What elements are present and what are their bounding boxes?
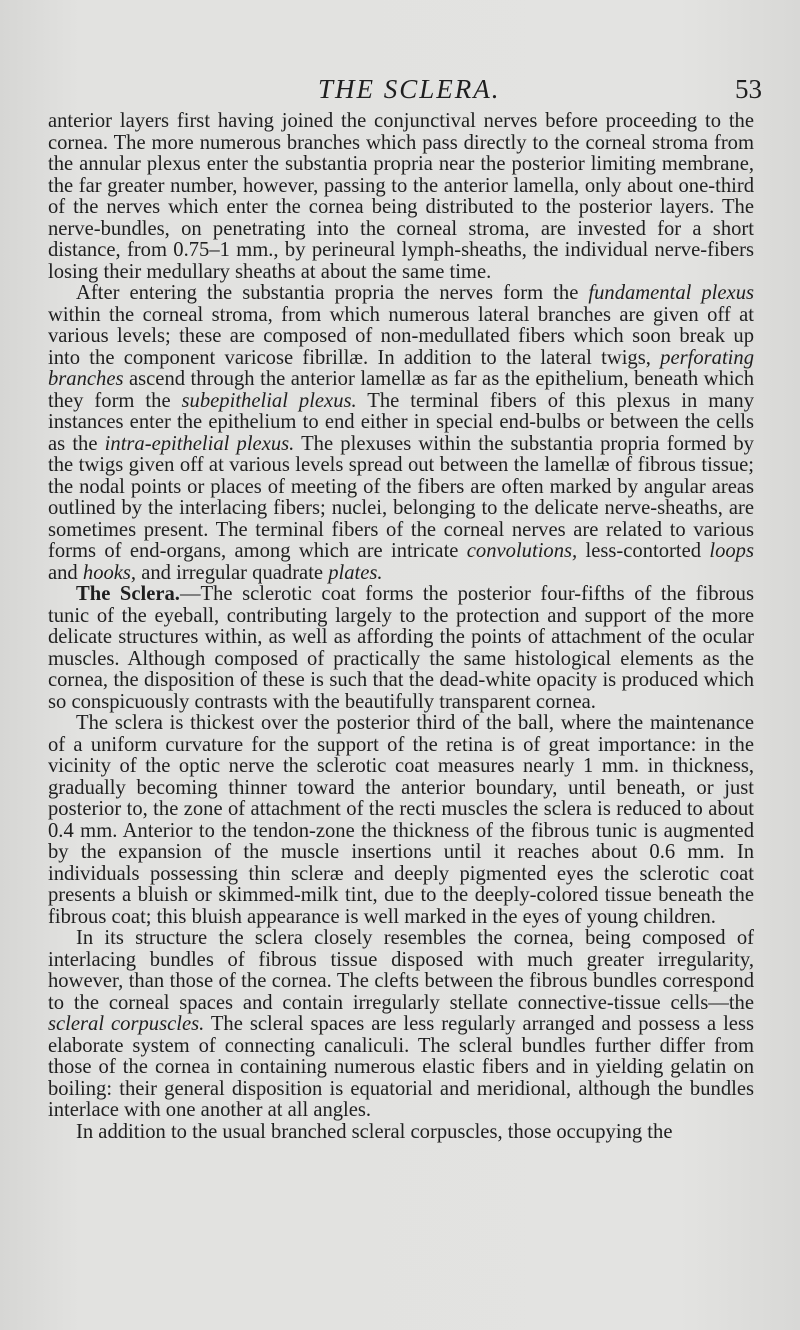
term-loops: loops	[709, 540, 754, 562]
text-run: less-contorted	[577, 540, 710, 562]
term-perforating-branches: perforating branches	[48, 346, 754, 390]
text-run: After entering the substantia propria the nerves form the	[76, 282, 589, 304]
paragraph	[48, 928, 754, 1122]
paragraph: anterior layers first having joined the conjunctival nerves before proceeding to the cornea. The more numerous branches which pass directly to the corneal stroma from the annular plexus enter the substantia propria near the posterior limiting membrane, the far greater number, however, passing to the anterior lamella, only about one-third of the nerves which enter the cornea being distributed to the posterior layers. The nerve-bundles, on penetrating into the corneal stroma, are invested for a short distance, from 0.75–1 mm., by perineural lymph-sheaths, the individual nerve-fibers losing their medullary sheaths at about the same time.	[48, 110, 754, 283]
text-run: The scleral spaces are less regularly arranged and possess a less elaborate system of connecting canaliculi. The scleral bundles further differ from those of the cornea in containing numerous elastic fibers and in yielding gelatin on boiling: their general disposition is equatorial and meridional, although the bundles interlace with one another at all angles.	[48, 1013, 754, 1121]
text-run: The terminal fibers of this plexus in many instances enter the epithelium to end either in special end-bulbs or between the cells as the	[48, 389, 755, 455]
paragraph	[48, 584, 754, 713]
term-intra-epithelial-plexus: intra-epithelial plexus.	[104, 432, 295, 455]
text-run: within the corneal stroma, from which numerous lateral branches are given off at various levels; these are composed of non-medullated fibers which soon break up into the component varicose fibrillæ. In addition to the lateral twigs,	[48, 303, 754, 369]
text-run: ascend through the anterior lamellæ as far as the epithelium, beneath which they form the	[48, 368, 754, 412]
text-run: In its structure the sclera closely resembles the cornea, being composed of interlacing bundles of fibrous tissue disposed with much greater irregularity, however, than those of the cornea. The clefts between the fibrous bundles correspond to the corneal spaces and contain irregularly stellate connective-tissue cells—the	[48, 927, 754, 1014]
term-hooks: hooks,	[82, 561, 137, 584]
page-header	[0, 68, 800, 108]
text-run: The plexuses within the substantia propria formed by the twigs given off at various levels spread out between the lamellæ of fibrous tissue; the nodal points or places of meeting of the fibers are often marked by angular areas outlined by the interlacing fibers; nuclei, belonging to the delicate nerve-sheaths, are sometimes present. The terminal fibers of the corneal nerves are related to various forms of end-organs, among which are intricate	[48, 432, 754, 562]
paragraph: The sclera is thickest over the posterior third of the ball, where the maintenance of a uniform curvature for the support of the retina is of great importance: in the vicinity of the optic nerve the sclerotic coat measures nearly 1 mm. in thickness, gradually becoming thinner toward the anterior boundary, until beneath, or just posterior to, the zone of attachment of the recti muscles the sclera is reduced to about 0.4 mm. Anterior to the tendon-zone the thickness of the fibrous tunic is augmented by the expansion of the muscle insertions until it reaches about 0.6 mm. In individuals possessing thin scleræ and deeply pigmented eyes the sclerotic coat presents a bluish or skimmed-milk tint, due to the deeply-colored tissue beneath the fibrous coat; this bluish appearance is well marked in the eyes of young children.	[48, 712, 754, 928]
page-number: 53	[735, 74, 762, 104]
paragraph: In addition to the usual branched scleral corpuscles, those occupying the	[76, 1120, 673, 1143]
term-plates: plates.	[328, 561, 383, 584]
paragraph	[48, 283, 754, 584]
text-run: and irregular quadrate	[136, 561, 329, 584]
text-run: —The sclerotic coat forms the posterior four-fifths of the fibrous tunic of the eyeball, contributing largely to the protection and support of the more delicate structures within, as well as affording the points of attachment of the ocular muscles. Although composed of practically the same histological elements as the cornea, the disposition of these is such that the dead-white opacity is produced which so conspicuously contrasts with the beautifully transparent cornea.	[48, 583, 754, 713]
text-run: and	[48, 561, 83, 584]
section-heading: The Sclera.	[76, 583, 180, 605]
term-convolutions: convolutions,	[466, 540, 578, 562]
term-scleral-corpuscles: scleral corpuscles.	[48, 1013, 205, 1035]
term-subepithelial-plexus: subepithelial plexus.	[181, 389, 357, 412]
term-fundamental-plexus: fundamental plexus	[588, 282, 755, 304]
body-text	[48, 111, 754, 1143]
running-head: THE SCLERA.	[318, 74, 501, 104]
